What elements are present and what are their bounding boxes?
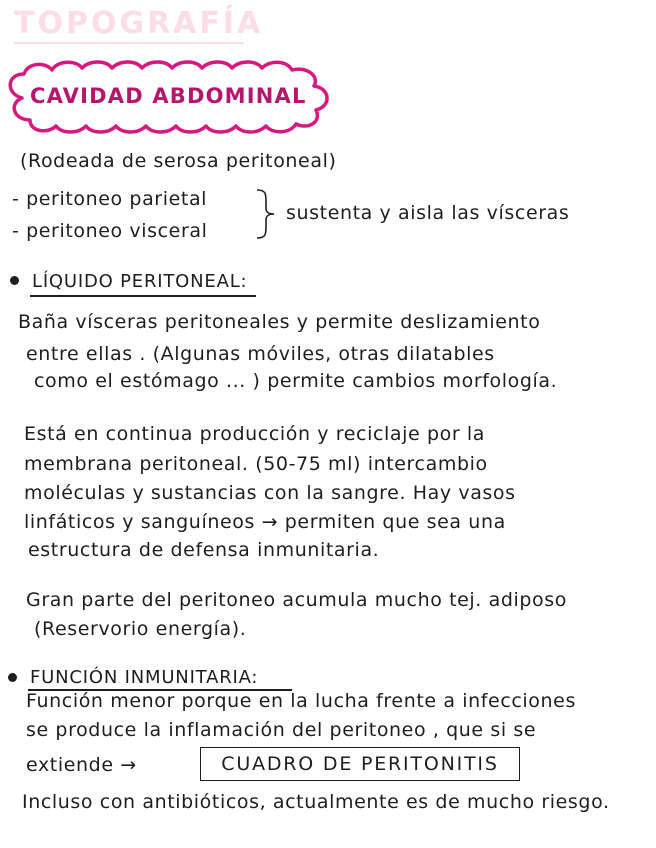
section-heading-funcion: FUNCIÓN INMUNITARIA: <box>30 667 259 688</box>
paragraph-line: estructura de defensa inmunitaria. <box>28 539 380 561</box>
paragraph-line: Gran parte del peritoneo acumula mucho tej. adiposo <box>26 589 567 611</box>
bullet-icon <box>10 276 19 285</box>
watermark-title: TOPOGRAFÍA <box>14 6 264 41</box>
heading-underline <box>30 295 256 297</box>
paragraph-line: se produce la inflamación del peritoneo , que si se <box>26 719 537 741</box>
paragraph-line: linfáticos y sanguíneos → permiten que sea una <box>24 511 506 533</box>
intro-item-visceral: - peritoneo visceral <box>12 220 208 242</box>
peritonitis-box-label: CUADRO DE PERITONITIS <box>221 753 499 775</box>
section-heading-liquido: LÍQUIDO PERITONEAL: <box>32 271 248 292</box>
arrow-line: extiende → <box>26 754 137 776</box>
brace-note: sustenta y aisla las vísceras <box>286 202 570 224</box>
closing-line: Incluso con antibióticos, actualmente es de mucho riesgo. <box>22 791 610 813</box>
paragraph-line: moléculas y sustancias con la sangre. Hay vasos <box>24 482 516 504</box>
paragraph-line: como el estómago ... ) permite cambios morfología. <box>34 370 558 392</box>
paragraph-line: Función menor porque en la lucha frente a infecciones <box>26 690 576 712</box>
bullet-icon <box>8 673 17 682</box>
paragraph-line: Baña vísceras peritoneales y permite deslizamiento <box>18 311 541 333</box>
paragraph-line: Está en continua producción y reciclaje por la <box>24 423 485 445</box>
intro-line: (Rodeada de serosa peritoneal) <box>20 150 337 172</box>
intro-item-parietal: - peritoneo parietal <box>12 188 208 210</box>
watermark-underline <box>14 42 244 44</box>
paragraph-line: membrana peritoneal. (50-75 ml) intercambio <box>24 453 488 475</box>
peritonitis-box <box>200 747 520 781</box>
paragraph-line: (Reservorio energía). <box>34 618 247 640</box>
page-title: CAVIDAD ABDOMINAL <box>30 84 307 108</box>
paragraph-line: entre ellas . (Algunas móviles, otras dilatables <box>26 343 495 365</box>
curly-brace-icon <box>254 188 278 240</box>
